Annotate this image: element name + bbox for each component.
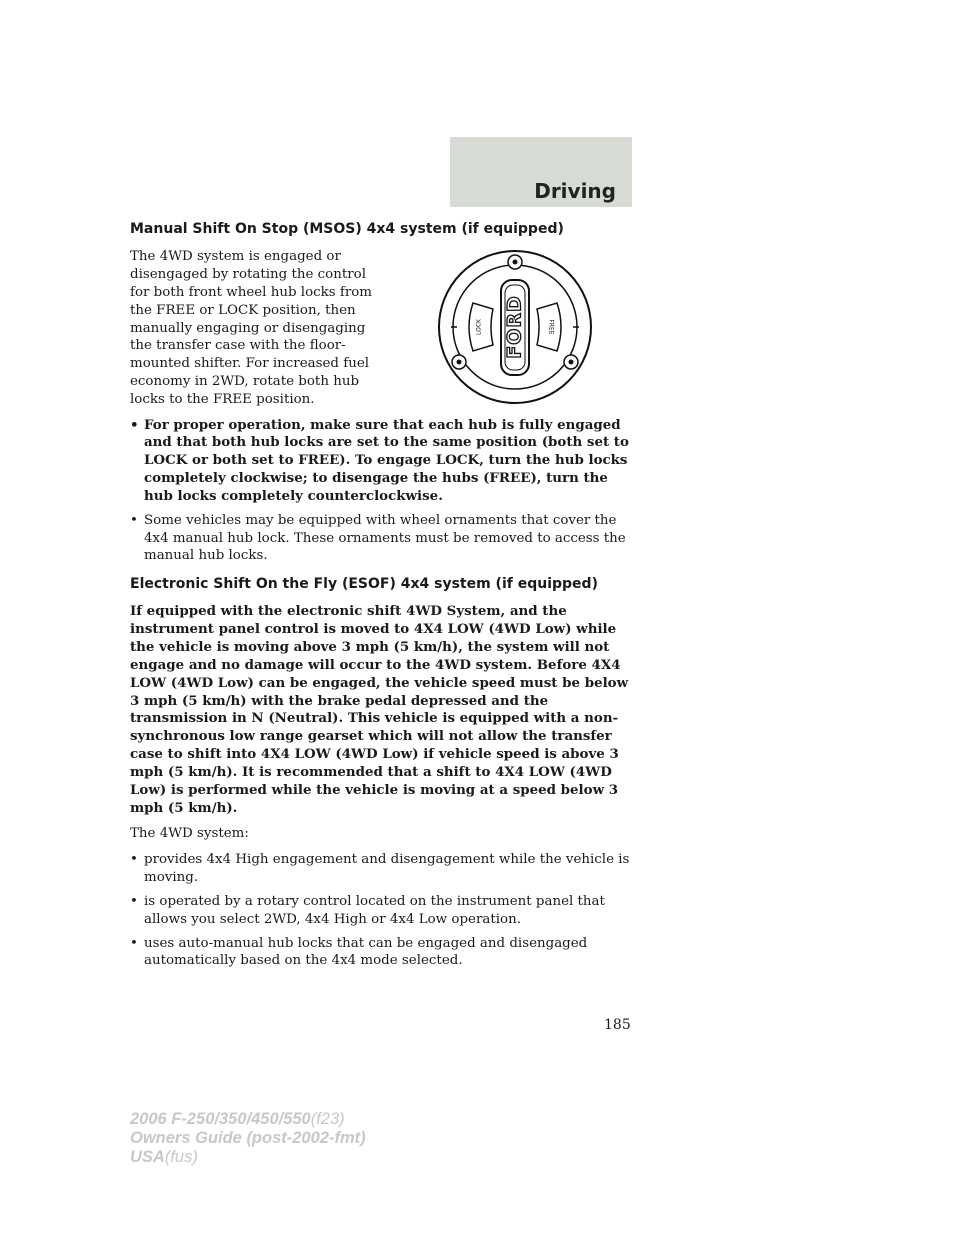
esof-bullet-2: is operated by a rotary control located on the instrument panel that allows you select 2WD, 4x4 High or 4x4 Low operation. — [144, 893, 605, 927]
esof-bullet-1: provides 4x4 High engagement and disengagement while the vehicle is moving. — [144, 852, 630, 886]
list-item: • provides 4x4 High engagement and disengagement while the vehicle is moving. — [130, 851, 640, 887]
list-item: • For proper operation, make sure that each hub is fully engaged and that both hub locks are set to the same position (both set to LOCK or both set to FREE). To engage LOCK, turn the hub locks completely clockwise; to disengage the hubs (FREE), turn the hub locks completely counterclockwise. — [130, 417, 640, 506]
page-content — [130, 220, 640, 978]
esof-heading: Electronic Shift On the Fly (ESOF) 4x4 system (if equipped) — [130, 576, 598, 593]
msos-bullet-2: Some vehicles may be equipped with wheel ornaments that cover the 4x4 manual hub lock. These ornaments must be removed to access the manual hub locks. — [144, 512, 626, 564]
esof-bullet-list — [130, 851, 640, 970]
msos-bullet-list — [130, 417, 640, 566]
section-header-tab — [450, 137, 632, 207]
msos-bullet-1: For proper operation, make sure that each hub is fully engaged and that both hub locks are set to the same position (both set to LOCK or both set to FREE). To engage LOCK, turn the hub locks completely clockwise; to disengage the hubs (FREE), turn the hub locks completely counterclockwise. — [144, 416, 629, 504]
msos-heading: Manual Shift On Stop (MSOS) 4x4 system (if equipped) — [130, 221, 564, 237]
esof-system-intro: The 4WD system: — [130, 826, 249, 842]
footer-line-1: 2006 F-250/350/450/550(f23) — [130, 1110, 345, 1128]
esof-bullet-3: uses auto-manual hub locks that can be engaged and disengaged automatically based on the 4x4 mode selected. — [144, 935, 588, 969]
page-number: 185 — [604, 1017, 631, 1033]
list-item: • is operated by a rotary control located on the instrument panel that allows you select 2WD, 4x4 High or 4x4 Low operation. — [130, 893, 640, 929]
section-title: Driving — [534, 179, 616, 203]
list-item: • Some vehicles may be equipped with wheel ornaments that cover the 4x4 manual hub lock. These ornaments must be removed to access the manual hub locks. — [130, 512, 640, 565]
footer-line-3: USA(fus) — [130, 1147, 198, 1166]
footer-line-2: Owners Guide (post-2002-fmt) — [130, 1128, 366, 1147]
document-footer — [130, 1110, 366, 1167]
hub-free-label: FREE — [547, 319, 555, 335]
esof-warning: If equipped with the electronic shift 4WD System, and the instrument panel control is moved to 4X4 LOW (4WD Low) while the vehicle is moving above 3 mph (5 km/h), the system will not engage and no damage will occur to the 4WD system. Before 4X4 LOW (4WD Low) can be engaged, the vehicle speed must be below 3 mph (5 km/h) with the brake pedal depressed and the transmission in N (Neutral). This vehicle is equipped with a non-synchronous low range gearset which will not allow the transfer case to shift into 4X4 LOW (4WD Low) if vehicle speed is above 3 mph (5 km/h). It is recommended that a shift to 4X4 LOW (4WD Low) is performed while the vehicle is moving at a speed below 3 mph (5 km/h). — [130, 603, 629, 816]
msos-intro: The 4WD system is engaged or disengaged by rotating the control for both front wheel hub locks from the FREE or LOCK position, then manually engaging or disengaging the transfer case with the floor-mounted shifter. For increased fuel economy in 2WD, rotate both hub locks to the FREE position. — [130, 249, 373, 407]
list-item: • uses auto-manual hub locks that can be engaged and disengaged automatically based on the 4x4 mode selected. — [130, 935, 640, 971]
hub-brand-text: FORD — [503, 295, 526, 359]
hub-lock-label: LOCK — [475, 319, 483, 335]
